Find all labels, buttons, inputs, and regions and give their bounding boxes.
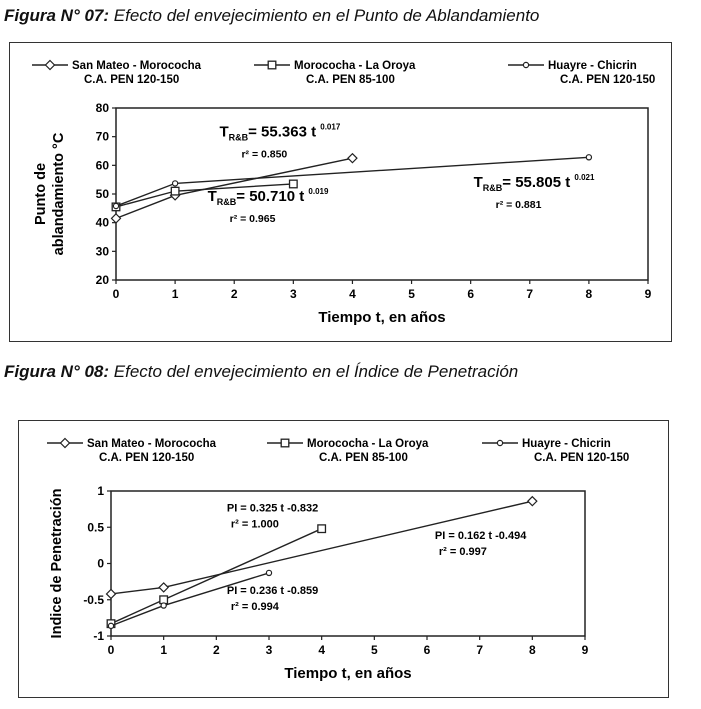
legend-circle-marker — [497, 440, 502, 445]
legend-entry-2 — [267, 438, 429, 464]
data-point — [112, 214, 121, 223]
legend-sublabel: C.A. PEN 120-150 — [99, 452, 195, 464]
legend-diamond-marker — [46, 61, 55, 70]
data-point — [348, 154, 357, 163]
r-squared: r² = 0.850 — [241, 148, 288, 161]
chart-2-penetration-index — [19, 421, 668, 697]
y-tick-label: 0 — [97, 556, 104, 571]
chart-1-softening-point — [10, 43, 671, 341]
legend-label: Huayre - Chicrin — [522, 438, 611, 450]
figure-08-number: Figura N° 08: — [4, 362, 110, 381]
y-tick-label: 80 — [95, 101, 109, 115]
chart-1-frame — [9, 42, 672, 342]
y-tick-label: 70 — [95, 129, 109, 144]
x-tick-label: 4 — [318, 643, 326, 657]
r-squared: r² = 0.881 — [495, 198, 542, 211]
y-axis-label: ablandamiento °C — [51, 132, 67, 256]
legend-label: San Mateo - Morococha — [87, 438, 217, 450]
x-tick-label: 0 — [107, 643, 115, 657]
y-tick-label: -1 — [93, 629, 104, 643]
y-tick-label: 0.5 — [87, 520, 104, 535]
data-point — [528, 497, 537, 506]
r-squared: r² = 0.965 — [229, 213, 276, 226]
annotation-1 — [227, 502, 318, 530]
x-tick-label: 0 — [112, 287, 120, 301]
y-axis-label: Indice de Penetración — [49, 488, 65, 639]
data-point — [318, 525, 326, 533]
x-tick-label: 9 — [581, 643, 589, 657]
x-tick-label: 1 — [160, 643, 168, 657]
series-line — [111, 529, 322, 624]
plot-area — [116, 108, 648, 280]
legend-label: San Mateo - Morococha — [72, 60, 202, 72]
regression-equation: PI = 0.325 t -0.832 — [226, 502, 319, 515]
data-point — [161, 603, 166, 608]
legend-sublabel: C.A. PEN 120-150 — [84, 74, 180, 86]
figure-08-title — [4, 362, 518, 382]
regression-equation: $T_{R\&B}= 55.363$ t $^{0.017}$ — [219, 122, 341, 143]
y-tick-label: -0.5 — [83, 592, 104, 607]
annotation-3 — [435, 530, 527, 558]
legend-entry-3 — [508, 60, 655, 86]
data-point — [266, 570, 271, 575]
y-tick-label: 20 — [95, 273, 109, 287]
legend-label: Huayre - Chicrin — [548, 60, 637, 72]
x-tick-label: 3 — [265, 643, 273, 657]
x-axis-label: Tiempo t, en años — [284, 665, 412, 682]
x-tick-label: 6 — [467, 287, 475, 301]
figure-07-caption: Efecto del envejecimiento en el Punto de Ablandamiento — [113, 6, 540, 25]
figure-07-title — [4, 6, 539, 26]
x-tick-label: 4 — [349, 287, 356, 301]
legend-entry-3 — [482, 438, 629, 464]
x-tick-label: 6 — [423, 643, 431, 657]
y-tick-label: 1 — [97, 484, 104, 498]
legend-entry-2 — [254, 60, 416, 86]
y-tick-label: 30 — [95, 244, 109, 259]
legend-sublabel: C.A. PEN 85-100 — [306, 74, 395, 86]
data-point — [107, 589, 116, 598]
legend-square-marker — [281, 439, 289, 447]
x-tick-label: 2 — [212, 643, 220, 657]
plot-area — [111, 491, 585, 636]
x-tick-label: 5 — [408, 287, 415, 301]
data-point — [586, 155, 591, 160]
data-point — [290, 180, 298, 188]
annotation-3 — [474, 173, 595, 211]
y-tick-label: 50 — [95, 187, 109, 201]
regression-equation: PI = 0.162 t -0.494 — [434, 529, 527, 542]
r-squared: r² = 1.000 — [230, 518, 279, 531]
legend-label: Morococha - La Oroya — [294, 60, 416, 72]
series-2 — [107, 525, 325, 628]
x-axis-label: Tiempo t, en años — [318, 309, 446, 326]
y-tick-label: 40 — [95, 215, 109, 230]
data-point — [171, 187, 179, 195]
legend-entry-1 — [47, 438, 217, 464]
x-tick-label: 2 — [230, 287, 238, 301]
regression-equation: $T_{R\&B}= 55.805$ t $^{0.021}$ — [473, 172, 595, 193]
legend-square-marker — [268, 61, 276, 69]
legend-entry-1 — [32, 60, 202, 86]
data-point — [173, 181, 178, 186]
x-tick-label: 8 — [528, 643, 536, 657]
data-point — [159, 583, 168, 592]
x-tick-label: 5 — [370, 643, 378, 657]
x-tick-label: 1 — [171, 287, 179, 301]
legend-diamond-marker — [61, 439, 70, 448]
figure-08-caption: Efecto del envejecimiento en el Índice de Penetración — [113, 362, 519, 381]
x-tick-label: 7 — [526, 287, 534, 301]
data-point — [108, 623, 113, 628]
r-squared: r² = 0.994 — [230, 600, 279, 613]
r-squared: r² = 0.997 — [438, 545, 487, 558]
annotation-2 — [208, 187, 329, 225]
series-3 — [108, 570, 271, 628]
x-tick-label: 8 — [585, 287, 593, 301]
annotation-2 — [227, 585, 318, 613]
x-tick-label: 3 — [289, 287, 297, 301]
legend-label: Morococha - La Oroya — [307, 438, 429, 450]
legend-sublabel: C.A. PEN 120-150 — [534, 452, 630, 464]
data-point — [113, 203, 118, 208]
chart-2-frame — [18, 420, 669, 698]
regression-equation: PI = 0.236 t -0.859 — [226, 584, 319, 597]
legend-sublabel: C.A. PEN 85-100 — [319, 452, 408, 464]
figure-07-number: Figura N° 07: — [4, 6, 110, 25]
legend-circle-marker — [523, 62, 528, 67]
regression-equation: $T_{R\&B}= 50.710$ t $^{0.019}$ — [207, 187, 329, 208]
legend-sublabel: C.A. PEN 120-150 — [560, 74, 656, 86]
x-tick-label: 7 — [476, 643, 484, 657]
y-tick-label: 60 — [95, 158, 109, 173]
annotation-1 — [219, 123, 340, 161]
y-axis-label: Punto de — [33, 162, 49, 226]
x-tick-label: 9 — [644, 287, 652, 301]
